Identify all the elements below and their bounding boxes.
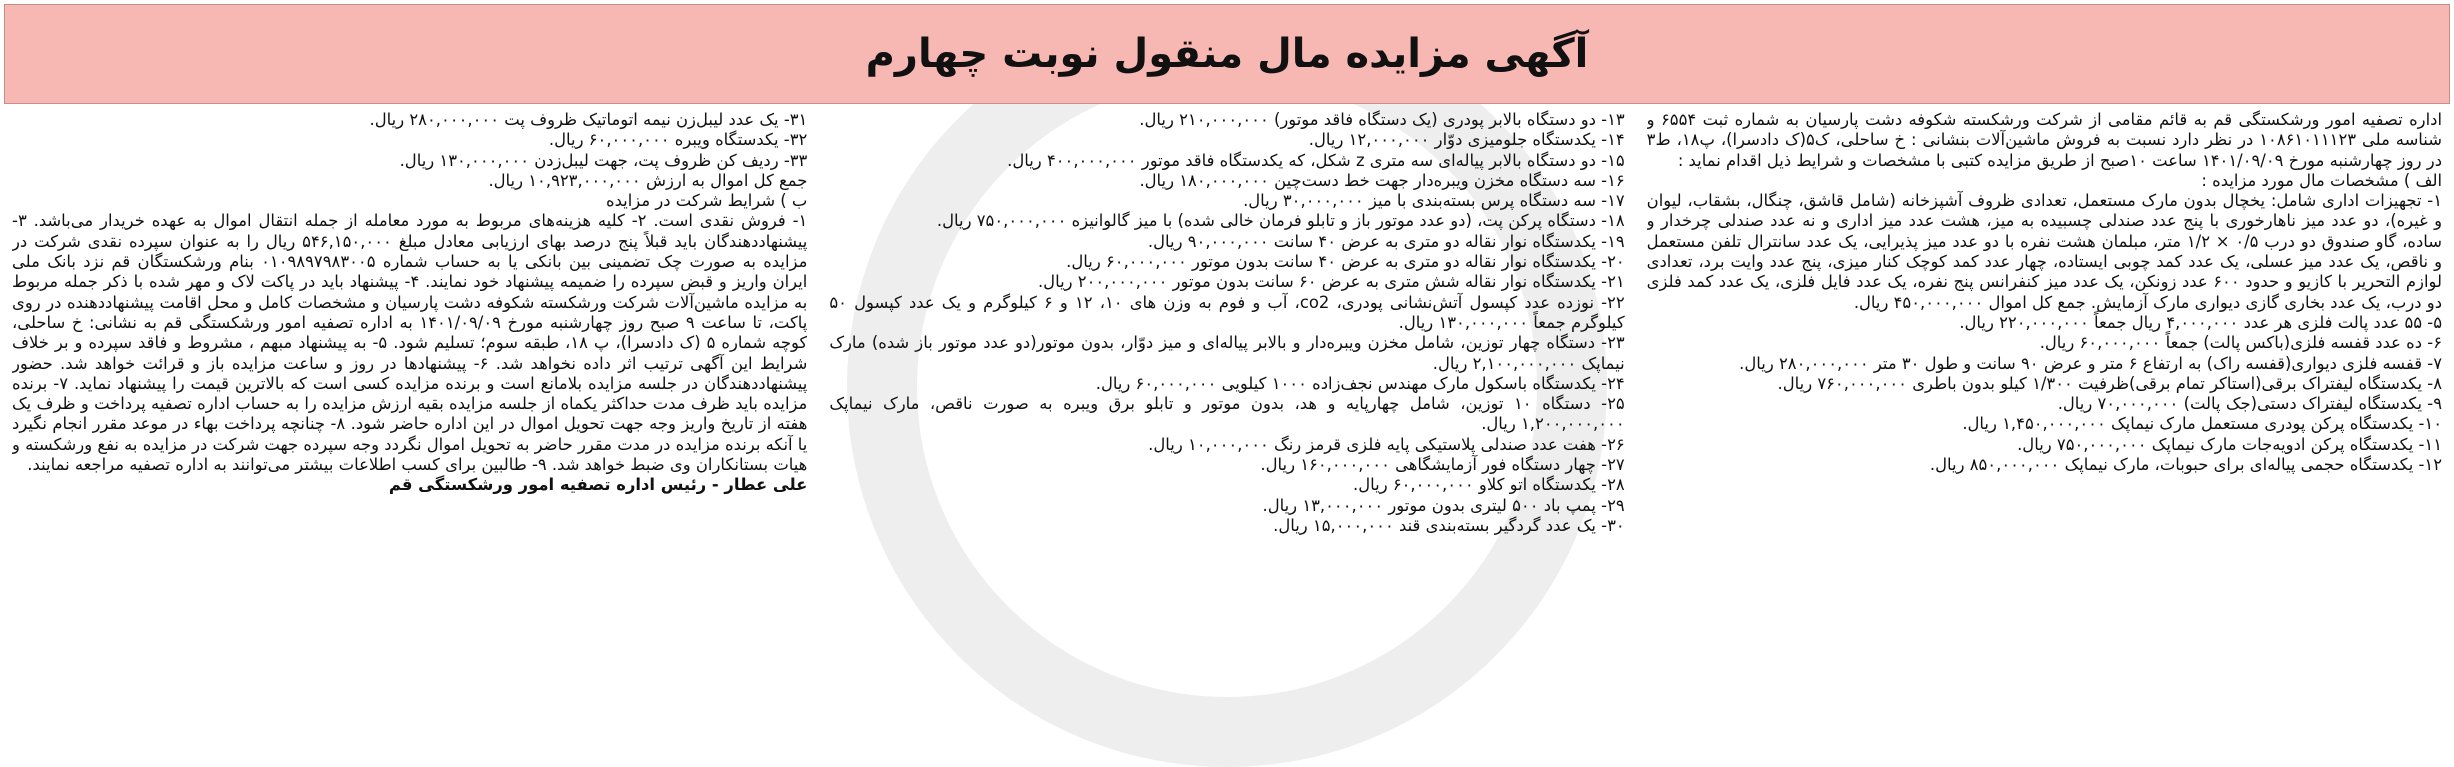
item-14: ۱۴- یکدستگاه جلومیزی دوّار ۱۲,۰۰۰,۰۰۰ ریال. xyxy=(1308,130,1625,150)
item-31: ۳۱- یک عدد لیبل‌زن نیمه اتوماتیک ظروف پت ۲۸۰,۰۰۰,۰۰۰ ریال. xyxy=(369,110,808,129)
total-value: جمع کل اموال به ارزش ۱۰,۹۲۳,۰۰۰,۰۰۰ ریال. xyxy=(488,170,808,190)
item-24: ۲۴- یکدستگاه باسکول مارک مهندس نجف‌زاده ۱۰۰۰ کیلویی ۶۰,۰۰۰,۰۰۰ ریال. xyxy=(1095,373,1625,393)
item-8: ۸- یکدستگاه لیفتراک برقی(استاکر تمام برقی)ظرفیت ۱/۳۰۰ کیلو بدون باطری ۷۶۰,۰۰۰,۰۰۰ ریال. xyxy=(1777,373,2442,393)
intro-paragraph: اداره تصفیه امور ورشکستگی قم به قائم مقامی از شرکت ورشکسته شکوفه دشت پارسیان به شماره ثبت ۶۵۵۴ و شناسه ملی ۱۰۸۶۱۰۱۱۱۲۳ در نظر دارد نسبت به فروش ماشین‌آلات بنشانی : خ ساحلی، ک۵(ک دادسرا)، پ۱۸، ط۳ در روز چهارشنبه مورخ ۱۴۰۱/۰۹/۰۹ ساعت ۱۰صبح از طریق مزایده کتبی با مشخصات و شرایط ذیل اقدام نماید : xyxy=(1646,110,2442,170)
item-1: ۱- تجهیزات اداری شامل: یخچال بدون مارک مستعمل، تعدادی ظروف آشپزخانه (شامل قاشق، چنگال، بشقاب، لیوان و غیره)، دو عدد میز ناهارخوری با پنج عدد صندلی چسبیده به میز، هشت عدد میز اداری و نه عدد صندلی چرخدار و ساده، گاو صندوق دو درب ۰/۵ × ۱/۲ متر، مبلمان هشت نفره با دو عدد میز پذیرایی، یک عدد سانترال تلفن مستعمل و ناقص، یک عدد میز عسلی، یک عدد کمد چوبی ایستاده، چهار عدد کمد کوچک کنار میزی، پنج عدد وایت برد، تعدادی لوازم التحریر با کازیو و حدود ۶۰۰ عدد زونکن، یک عدد میز کنفرانس پنج نفره، یک عدد فایل فلزی، یک عدد کمد فلزی دو درب، یک عدد بخاری گازی دیواری مارک آزمایش. جمع کل اموال ۴۵۰,۰۰۰,۰۰۰ ریال. xyxy=(1646,191,2442,312)
item-20: ۲۰- یکدستگاه نوار نقاله دو متری به عرض ۴۰ سانت بدون موتور ۶۰,۰۰۰,۰۰۰ ریال. xyxy=(1066,252,1625,272)
item-12: ۱۲- یکدستگاه حجمی پیاله‌ای برای حبوبات، مارک نیماپک ۸۵۰,۰۰۰,۰۰۰ ریال. xyxy=(1929,455,2442,475)
item-7: ۷- قفسه فلزی دیواری(قفسه راک) به ارتفاع ۶ متر و عرض ۹۰ سانت و طول ۳۰ متر ۲۸۰,۰۰۰,۰۰۰ ریال. xyxy=(1739,353,2442,373)
item-19: ۱۹- یکدستگاه نوار نقاله دو متری به عرض ۴۰ سانت ۹۰,۰۰۰,۰۰۰ ریال. xyxy=(1147,231,1625,251)
item-21: ۲۱- یکدستگاه نوار نقاله شش متری به عرض ۶۰ سانت بدون موتور ۲۰۰,۰۰۰,۰۰۰ ریال. xyxy=(1037,272,1625,292)
item-17: ۱۷- سه دستگاه پرس بسته‌بندی با میز ۳۰,۰۰۰,۰۰۰ ریال. xyxy=(1243,191,1625,211)
item-32: ۳۲- یکدستگاه ویبره ۶۰,۰۰۰,۰۰۰ ریال. xyxy=(548,130,808,150)
item-25: ۲۵- دستگاه ۱۰ توزین، شامل چهارپایه و هد، بدون موتور و تابلو برق ویبره به صورت ناقص، مارک نیماپک ۱,۲۰۰,۰۰۰,۰۰۰ ریال. xyxy=(829,394,1625,434)
signature: علی عطار - رئیس اداره تصفیه امور ورشکستگی قم xyxy=(388,475,808,495)
item-10: ۱۰- یکدستگاه پرکن پودری مستعمل مارک نیماپک ۱,۴۵۰,۰۰۰,۰۰۰ ریال. xyxy=(1962,414,2442,434)
item-29: ۲۹- پمپ باد ۵۰۰ لیتری بدون موتور ۱۳,۰۰۰,۰۰۰ ریال. xyxy=(1262,495,1625,515)
item-11: ۱۱- یکدستگاه پرکن ادویه‌جات مارک نیماپک ۷۵۰,۰۰۰,۰۰۰ ریال. xyxy=(2017,434,2442,454)
section-b-heading: ب ) شرایط شرکت در مزایده xyxy=(605,191,808,211)
item-26: ۲۶- هفت عدد صندلی پلاستیکی پایه فلزی قرمز رنگ ۱۰,۰۰۰,۰۰۰ ریال. xyxy=(1148,434,1625,454)
item-30: ۳۰- یک عدد گردگیر بسته‌بندی قند ۱۵,۰۰۰,۰۰۰ ریال. xyxy=(1273,515,1625,535)
conditions-paragraph: ۱- فروش نقدی است. ۲- کلیه هزینه‌های مربوط به مورد معامله از جمله انتقال اموال به عهده خریدار می‌باشد. ۳- پیشنهاددهندگان باید قبلاً پنج درصد بهای ارزیابی معادل مبلغ ۵۴۶,۱۵۰,۰۰۰ ریال را به عنوان سپرده نقدی شرکت در مزایده به صورت چک تضمینی بین بانکی یا به حساب شماره ۰۱۰۹۸۹۷۹۸۳۰۰۵ بنام ورشکستگان قم نزد بانک ملی ایران واریز و قبض سپرده را ضمیمه پیشنهاد خود نمایند. ۴- پیشنهاد باید در پاکت لاک و مهر شده با ذکر جمله مربوط به مزایده ماشین‌آلات شرکت ورشکسته شکوفه دشت پارسیان و مشخصات کامل و محل اقامت پیشنهاددهنده در روی پاکت، تا ساعت ۹ صبح روز چهارشنبه مورخ ۱۴۰۱/۰۹/۰۹ به اداره تصفیه امور ورشکستگی قم به نشانی: خ ساحلی، کوچه شماره ۵ (ک دادسرا)، پ ۱۸، طبقه سوم؛ تسلیم شود. ۵- به پیشنهاد مبهم ، مشروط و فاقد سپرده و بر خلاف شرایط این آگهی ترتیب اثر داده نخواهد شد. ۶- پیشنهادها در روز و ساعت مزایده باز و قرائت خواهد شد. حضور پیشنهاددهندگان در جلسه مزایده بلامانع است و برنده مزایده کسی است که بالاترین قیمت را پیشنهاد نماید. ۷- برنده مزایده باید ظرف مدت حداکثر یکماه از جلسه مزایده بقیه ارزش مزایده را به حساب اداره تصفیه پرداخت و ظرف یک هفته از تاریخ واریز وجه جهت تحویل اموال در این اداره حاضر شود. ۸- چنانچه پرداخت بهاء در موعد مقرر انجام نگیرد یا آنکه برنده مزایده در مدت مقرر حاضر به تحویل اموال نگردد وجه سپرده جهت شرکت در مزایده به نفع ورشکسته و هیات بستانکاران وی ضبط خواهد شد. ۹- طالبین برای کسب اطلاعات بیشتر می‌توانند به اداره تصفیه مراجعه نمایند. xyxy=(12,211,808,475)
item-16: ۱۶- سه دستگاه مخزن ویبره‌دار جهت خط دست‌چین ۱۸۰,۰۰۰,۰۰۰ ریال. xyxy=(1139,170,1625,190)
item-18: ۱۸- دستگاه پرکن پت، (دو عدد موتور باز و تابلو فرمان خالی شده) با میز گالوانیزه ۷۵۰,۰۰۰,۰۰۰ ریال. xyxy=(936,211,1625,231)
item-15: ۱۵- دو دستگاه بالابر پیاله‌ای سه متری z شکل، که یکدستگاه فاقد موتور ۴۰۰,۰۰۰,۰۰۰ ریال. xyxy=(1007,150,1625,170)
item-22: ۲۲- نوزده عدد کپسول آتش‌نشانی پودری، co2، آب و فوم به وزن های ۱۰، ۱۲ و ۶ کیلوگرم و یک عدد کپسول ۵۰ کیلوگرم جمعاً ۱۳۰,۰۰۰,۰۰۰ ریال. xyxy=(829,292,1625,332)
notice-header xyxy=(4,4,2450,104)
item-5: ۵- ۵۵ عدد پالت فلزی هر عدد ۴,۰۰۰,۰۰۰ ریال جمعاً ۲۲۰,۰۰۰,۰۰۰ ریال. xyxy=(1959,312,2442,332)
item-33: ۳۳- ردیف کن ظروف پت، جهت لیبل‌زدن ۱۳۰,۰۰۰,۰۰۰ ریال. xyxy=(399,150,808,170)
column-middle xyxy=(829,110,1624,740)
section-a-heading: الف ) مشخصات مال مورد مزایده : xyxy=(2201,170,2442,190)
column-right xyxy=(1647,110,2442,740)
item-23: ۲۳- دستگاه چهار توزین، شامل مخزن ویبره‌دار و بالابر پیاله‌ای و میز دوّار، بدون موتور(دو عدد موتور باز شده) مارک نیماپک ۲,۱۰۰,۰۰۰,۰۰۰ ریال. xyxy=(829,333,1625,373)
item-6: ۶- ده عدد قفسه فلزی(باکس پالت) جمعاً ۶۰,۰۰۰,۰۰۰ ریال. xyxy=(2039,333,2442,353)
item-27: ۲۷- چهار دستگاه فور آزمایشگاهی ۱۶۰,۰۰۰,۰۰۰ ریال. xyxy=(1260,455,1625,475)
column-left xyxy=(12,110,807,740)
notice-body xyxy=(12,110,2442,740)
notice-title: آگهی مزایده مال منقول نوبت چهارم xyxy=(865,31,1589,77)
item-9: ۹- یکدستگاه لیفتراک دستی(جک پالت) ۷۰,۰۰۰,۰۰۰ ریال. xyxy=(2057,394,2442,414)
item-28: ۲۸- یکدستگاه اتو کلاو ۶۰,۰۰۰,۰۰۰ ریال. xyxy=(1353,475,1625,495)
item-13: ۱۳- دو دستگاه بالابر پودری (یک دستگاه فاقد موتور) ۲۱۰,۰۰۰,۰۰۰ ریال. xyxy=(1139,110,1625,129)
